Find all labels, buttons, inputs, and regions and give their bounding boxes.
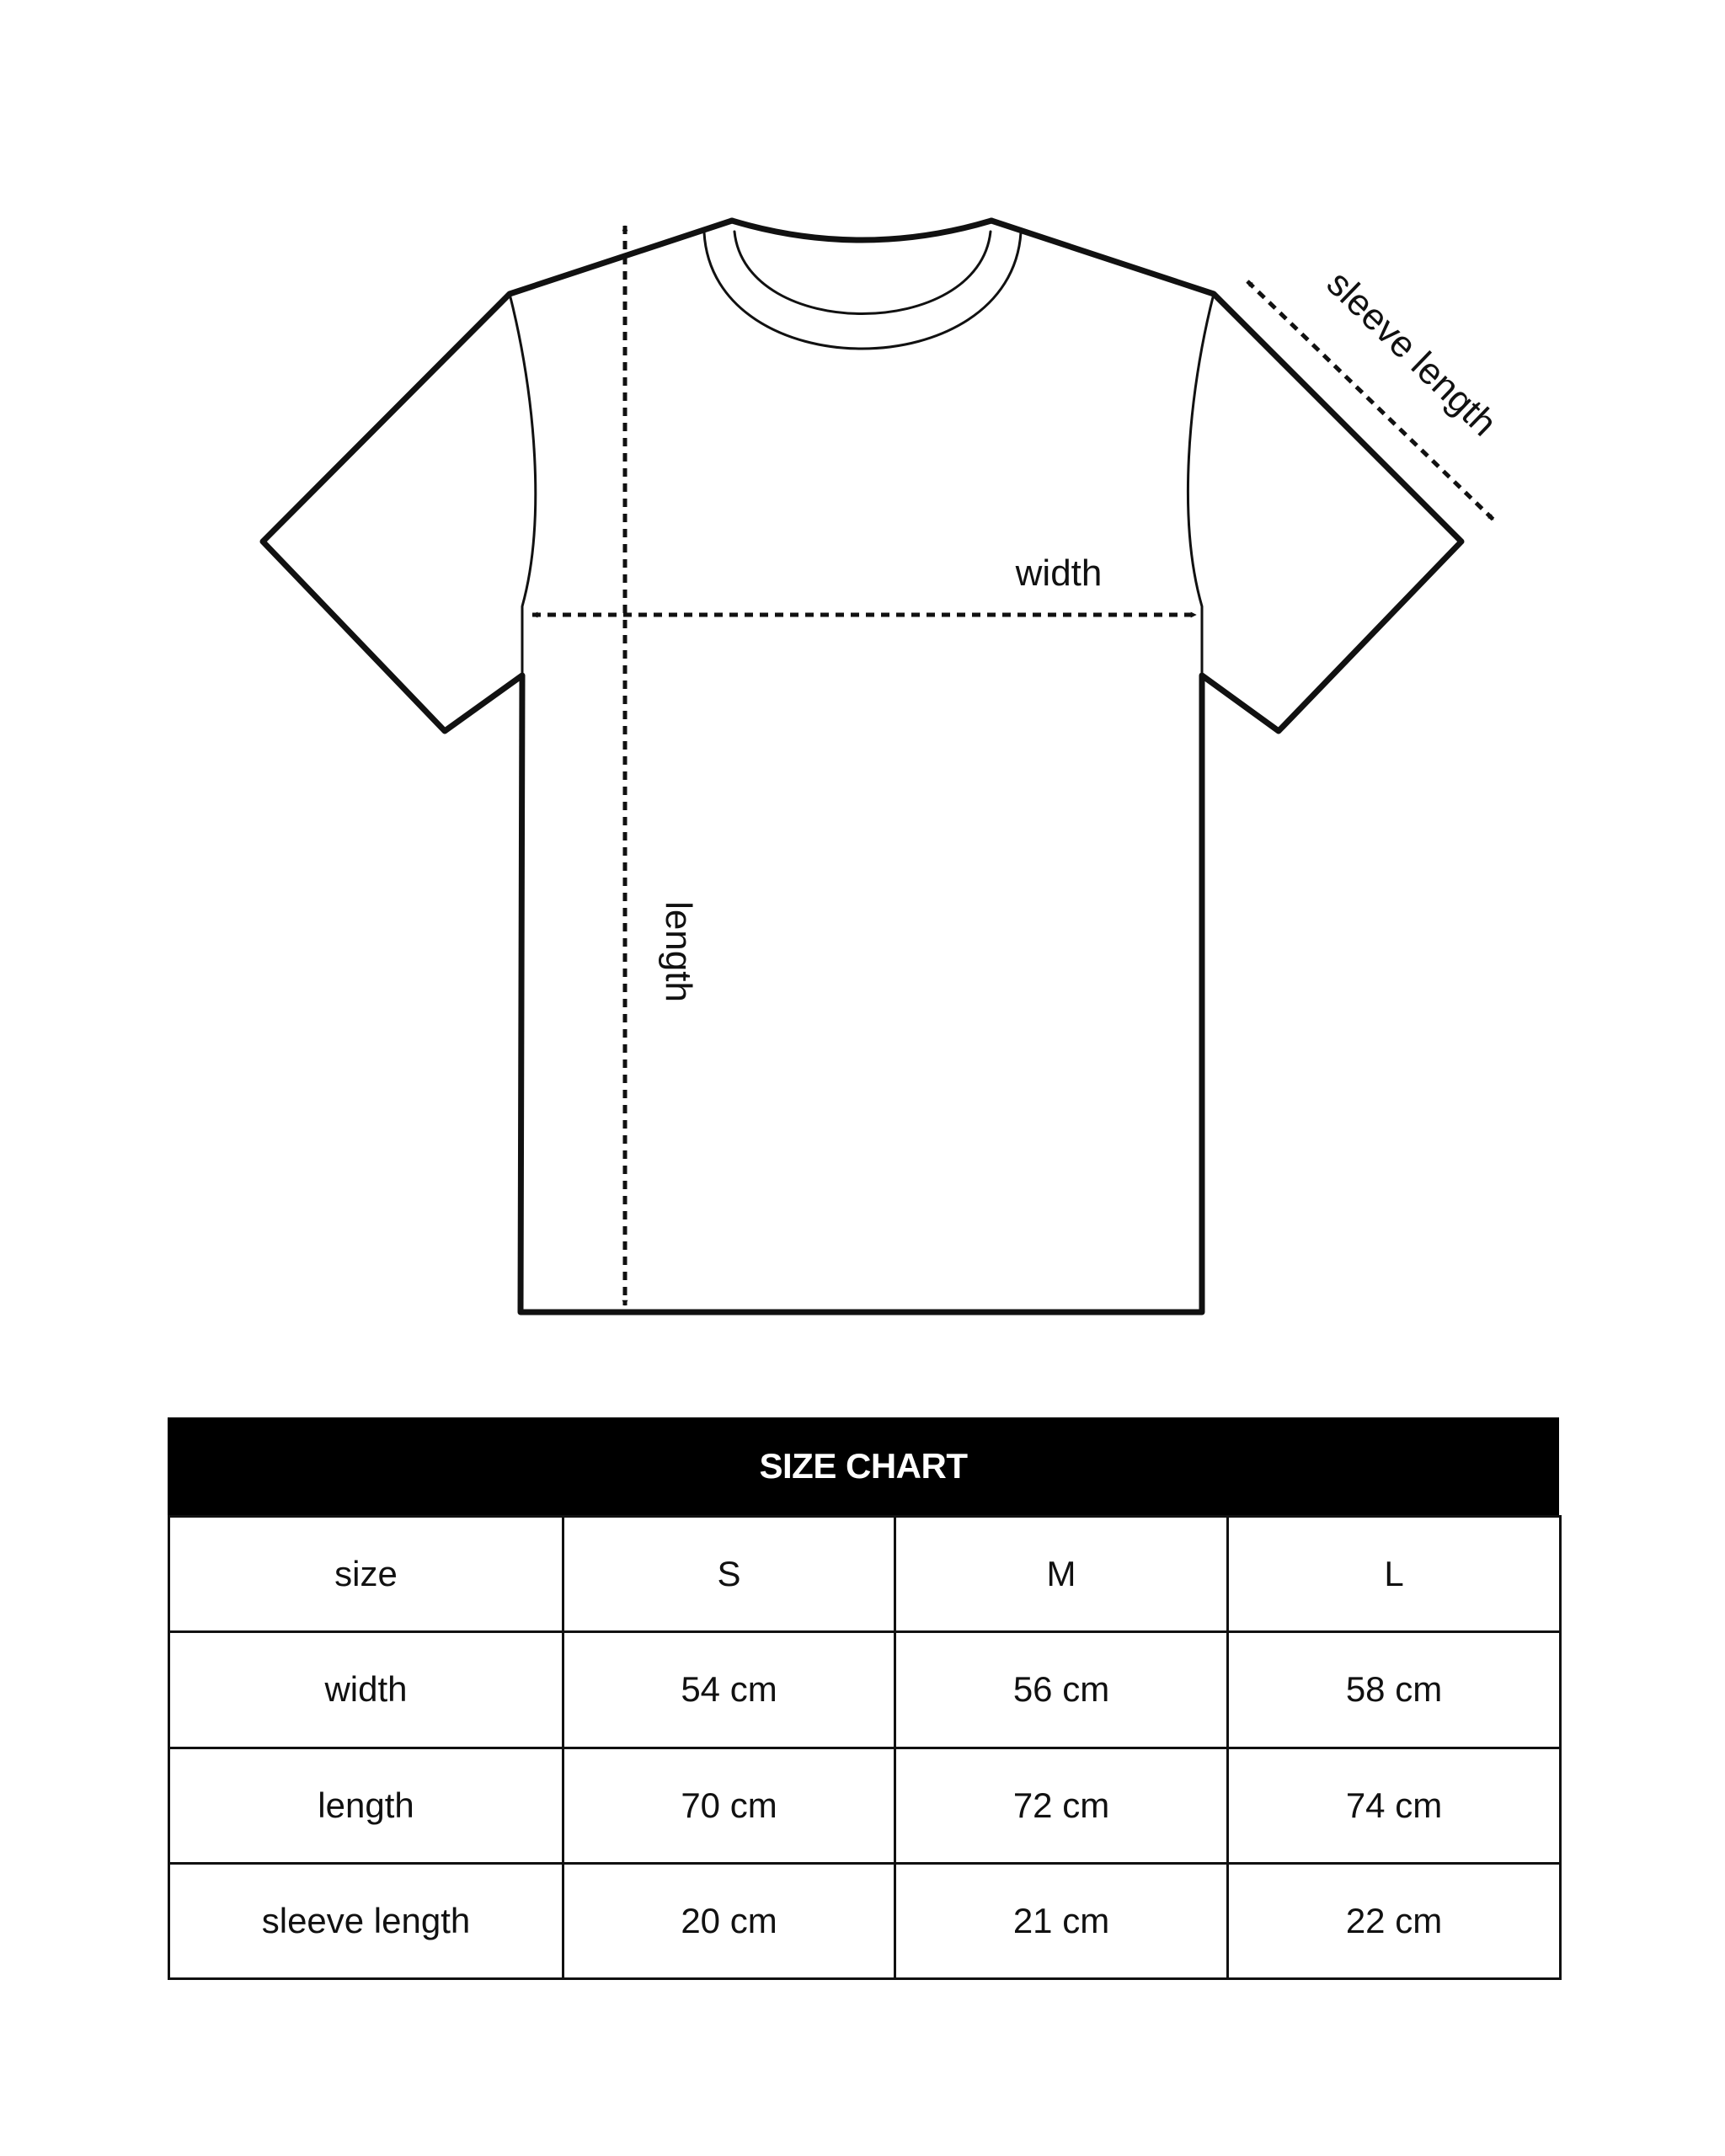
header-m: M bbox=[895, 1517, 1228, 1632]
table-row bbox=[169, 1632, 1561, 1748]
table-cell: 72 cm bbox=[895, 1748, 1228, 1863]
length-label: length bbox=[658, 901, 699, 1002]
table-cell: 21 cm bbox=[895, 1863, 1228, 1978]
table-cell: 58 cm bbox=[1228, 1632, 1561, 1748]
table-cell: 56 cm bbox=[895, 1632, 1228, 1748]
width-label: width bbox=[1015, 552, 1103, 594]
tshirt-outline bbox=[263, 221, 1461, 1312]
size-chart-table bbox=[168, 1515, 1562, 1980]
right-sleeve-seam bbox=[1188, 294, 1214, 675]
row-label: length bbox=[169, 1748, 563, 1863]
table-row bbox=[169, 1748, 1561, 1863]
table-cell: 20 cm bbox=[563, 1863, 895, 1978]
sleeve-length-label: sleeve length bbox=[1318, 262, 1505, 445]
tshirt-body-outline bbox=[263, 221, 1461, 1312]
table-cell: 54 cm bbox=[563, 1632, 895, 1748]
table-cell: 74 cm bbox=[1228, 1748, 1561, 1863]
row-label: width bbox=[169, 1632, 563, 1748]
size-chart bbox=[168, 1417, 1559, 1980]
table-row bbox=[169, 1863, 1561, 1978]
collar-back-edge bbox=[732, 221, 991, 240]
table-cell: 22 cm bbox=[1228, 1863, 1561, 1978]
header-l: L bbox=[1228, 1517, 1561, 1632]
row-label: sleeve length bbox=[169, 1863, 563, 1978]
left-sleeve-seam bbox=[510, 294, 536, 675]
header-s: S bbox=[563, 1517, 895, 1632]
collar-outer-seam bbox=[704, 232, 1021, 349]
header-size: size bbox=[169, 1517, 563, 1632]
collar-inner-seam bbox=[734, 232, 991, 314]
table-header-row bbox=[169, 1517, 1561, 1632]
size-chart-title: SIZE CHART bbox=[168, 1417, 1559, 1515]
table-cell: 70 cm bbox=[563, 1748, 895, 1863]
